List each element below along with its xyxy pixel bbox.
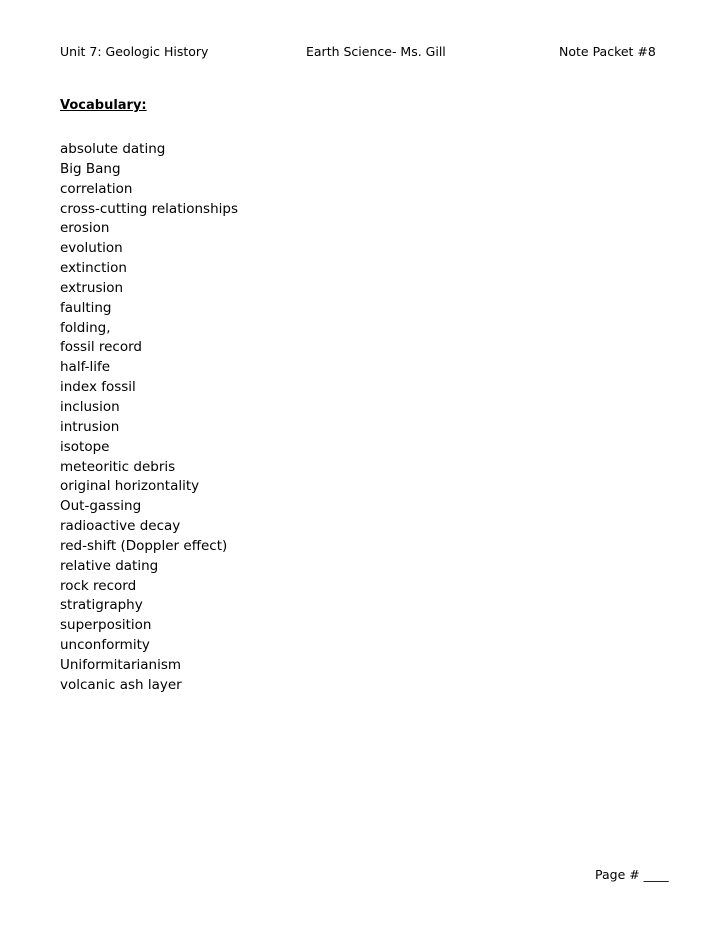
vocab-term: Big Bang	[60, 160, 121, 177]
vocab-term: superposition	[60, 617, 152, 634]
vocab-term: meteoritic debris	[60, 458, 176, 475]
vocab-term: original horizontality	[60, 478, 200, 495]
course-title: Earth Science- Ms. Gill	[306, 44, 446, 59]
page-header	[0, 44, 728, 64]
packet-number: Note Packet #8	[559, 44, 656, 59]
vocab-term: evolution	[60, 240, 123, 257]
vocab-term: red-shift (Doppler effect)	[60, 537, 228, 554]
vocab-term: stratigraphy	[60, 597, 143, 614]
unit-title: Unit 7: Geologic History	[60, 44, 209, 59]
vocab-term: intrusion	[60, 418, 120, 435]
vocab-term: extinction	[60, 260, 127, 277]
vocab-term: cross-cutting relationships	[60, 200, 238, 217]
vocab-term: absolute dating	[60, 141, 166, 157]
vocab-term: faulting	[60, 299, 112, 316]
vocab-term: Out-gassing	[60, 498, 142, 515]
vocab-term: extrusion	[60, 279, 124, 296]
page-number-label: Page # ____	[595, 867, 669, 882]
vocab-term: erosion	[60, 220, 110, 237]
vocab-term: unconformity	[60, 637, 150, 654]
vocab-term: Uniformitarianism	[60, 656, 182, 673]
vocab-term: isotope	[60, 438, 110, 455]
vocabulary-list	[60, 140, 238, 696]
vocab-term: correlation	[60, 180, 133, 197]
vocab-term: index fossil	[60, 379, 136, 396]
vocab-term: relative dating	[60, 557, 159, 574]
vocabulary-heading: Vocabulary:	[60, 98, 147, 113]
vocab-term: folding,	[60, 319, 111, 336]
vocab-term: half-life	[60, 359, 111, 376]
vocab-term: radioactive decay	[60, 518, 181, 535]
vocab-term: rock record	[60, 577, 137, 594]
vocab-term: volcanic ash layer	[60, 676, 182, 693]
vocab-term: inclusion	[60, 398, 120, 415]
vocab-term: fossil record	[60, 339, 142, 356]
